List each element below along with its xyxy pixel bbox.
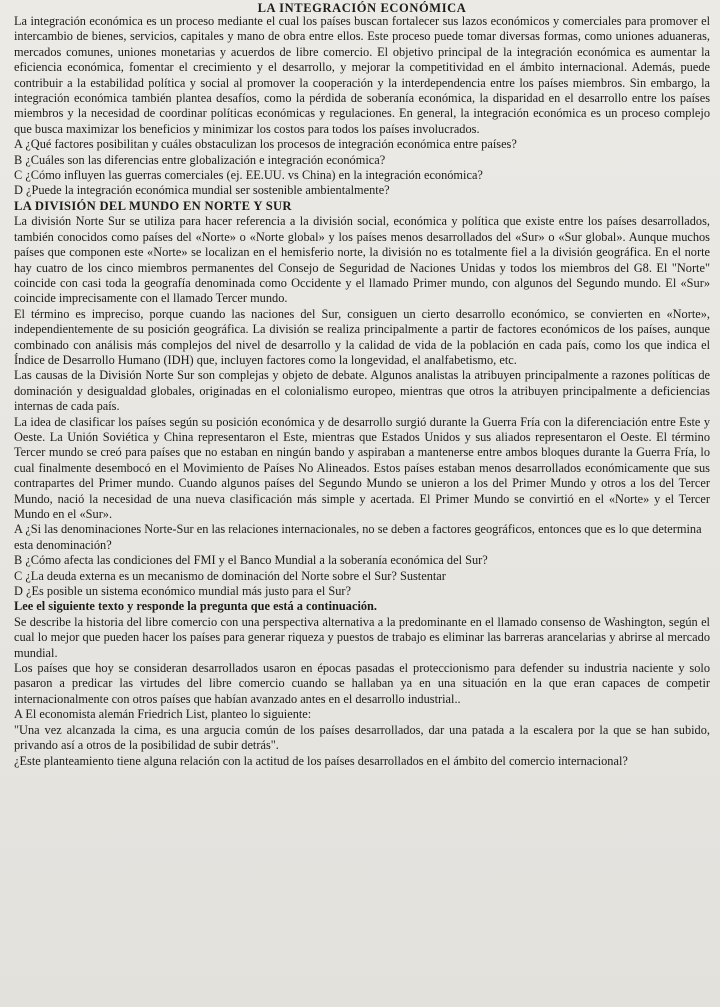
question-1b: B ¿Cuáles son las diferencias entre globalización e integración económica? — [14, 152, 386, 167]
question-2a: A ¿Si las denominaciones Norte-Sur en las relaciones internacionales, no se deben a factores geográficos, entonces que es lo que determina esta denominación? — [14, 522, 702, 552]
question-1c: C ¿Cómo influyen las guerras comerciales (ej. EE.UU. vs China) en la integración económica? — [14, 168, 483, 183]
question-1a: A ¿Qué factores posibilitan y cuáles obstaculizan los procesos de integración económica entre países? — [14, 137, 517, 152]
question-2b: B ¿Cómo afecta las condiciones del FMI y el Banco Mundial a la soberanía económica del Sur? — [14, 553, 488, 568]
section-heading-norte-sur: LA DIVISIÓN DEL MUNDO EN NORTE Y SUR — [14, 198, 292, 213]
list-economist-intro: A El economista alemán Friedrich List, planteo lo siguiente: — [14, 707, 312, 722]
quote-friedrich-list: "Una vez alcanzada la cima, es una argucia común de los países desarrollados, dar una patada a la escalera por la que se han subido, privando así a otros de la posibilidad de subir detrás". — [14, 722, 710, 753]
final-question: ¿Este planteamiento tiene alguna relación con la actitud de los países desarrollados en el ámbito del comercio internacional? — [14, 753, 628, 768]
paragraph-protectionism: Los países que hoy se consideran desarrollados usaron en épocas pasadas el proteccionismo para defender su industria naciente y solo pasaron a predicar las virtudes del libre comercio cuando se hallaban ya en una situación en la que eran capaces de competir internacionalmente con otros países que habían avanzado antes en el desarrollo industrial.. — [14, 661, 710, 706]
paragraph-cold-war-origin: La idea de clasificar los países según su posición económica y de desarrollo surgió durante la Guerra Fría con la diferenciación entre Este y Oeste. La Unión Soviética y China representaron el Este, mientras que Estados Unidos y sus aliados representaron el Oeste. El término Tercer mundo se creó para países que no estaban en ningún bando y aspiraban a mantenerse entre ambos bloques durante la Guerra Fría, lo cual finalmente desembocó en el Movimiento de Países No Alineados. Estos países estaban menos desarrollados económicamente que sus contrapartes del Primer mundo. Cuando algunos países del Segundo Mundo se unieron a los del Primer Mundo y otros a los del Tercer Mundo, nació la necesidad de una nueva clasificación más simple y acertada. El Primer Mundo se convirtió en el «Norte» y el Tercer Mundo en el «Sur». — [14, 414, 710, 521]
paragraph-division-definition: La división Norte Sur se utiliza para hacer referencia a la división social, económica y política que existe entre los países desarrollados, también conocidos como países del «Norte» o «Norte global» y los países menos desarrollados del «Sur» o «Sur global». Aunque muchos países que componen este «Norte» se localizan en el hemisferio norte, la división no es totalmente fiel a la división geográfica. En el norte hay cuatro de los cinco miembros permanentes del Consejo de Seguridad de Naciones Unidas y todos los miembros del G8. El "Norte" coincide con casi toda la geografía denominada como Occidente y el llamado Primer mundo, con algunos del Segundo mundo. El «Sur» coincide imprecisamente con el llamado Tercer mundo. — [14, 214, 710, 306]
page-title: LA INTEGRACIÓN ECONÓMICA — [257, 1, 467, 15]
intro-paragraph: La integración económica es un proceso mediante el cual los países buscan fortalecer sus lazos económicos y comerciales para promover el intercambio de bienes, servicios, capitales y mano de obra entre ellos. Este proceso puede tomar diversas formas, como uniones aduaneras, mercados comunes, uniones monetarias y acuerdos de libre comercio. El objetivo principal de la integración económica es aumentar la eficiencia económica, fomentar el crecimiento y el desarrollo, y mejorar la competitividad en el ámbito internacional. Además, puede contribuir a la estabilidad política y social al promover la cooperación y la interdependencia entre los países miembros. Sin embargo, la integración económica también plantea desafíos, como la pérdida de soberanía económica, la disparidad en el desarrollo entre los países miembros y la necesidad de coordinar políticas económicas y regulaciones. En general, la integración económica es un proceso complejo que busca maximizar los beneficios y minimizar los costos para todos los países involucrados. — [14, 14, 710, 136]
reading-instruction: Lee el siguiente texto y responde la pregunta que está a continuación. — [14, 599, 377, 614]
paragraph-term-imprecise: El término es impreciso, porque cuando las naciones del Sur, consiguen un cierto desarrollo económico, se convierten en «Norte», independientemente de su posición geográfica. La división se realiza principalmente a partir de factores económicos de los países, aunque combinado con análisis más complejos del nivel de desarrollo y la calidad de vida de la población en cada país, como los que indica el Índice de Desarrollo Humano (IDH) que, incluyen factores como la longevidad, el analfabetismo, etc. — [14, 306, 710, 367]
paragraph-causes: Las causas de la División Norte Sur son complejas y objeto de debate. Algunos analistas la atribuyen principalmente a razones políticas de dominación y desigualdad globales, originadas en el colonialismo europeo, mientras que otros la atribuyen principalmente a deficiencias internas de cada país. — [14, 368, 710, 414]
question-2c: C ¿La deuda externa es un mecanismo de dominación del Norte sobre el Sur? Sustentar — [14, 568, 446, 583]
question-1d: D ¿Puede la integración económica mundial ser sostenible ambientalmente? — [14, 183, 390, 198]
question-2d: D ¿Es posible un sistema económico mundial más justo para el Sur? — [14, 584, 351, 599]
paragraph-free-trade-history: Se describe la historia del libre comercio con una perspectiva alternativa a la predominante en el llamado consenso de Washington, según el cual lo mejor que pueden hacer los países para generar riqueza y puestos de trabajo es eliminar las barreras arancelarias y abrirse al mercado mundial. — [14, 614, 710, 660]
